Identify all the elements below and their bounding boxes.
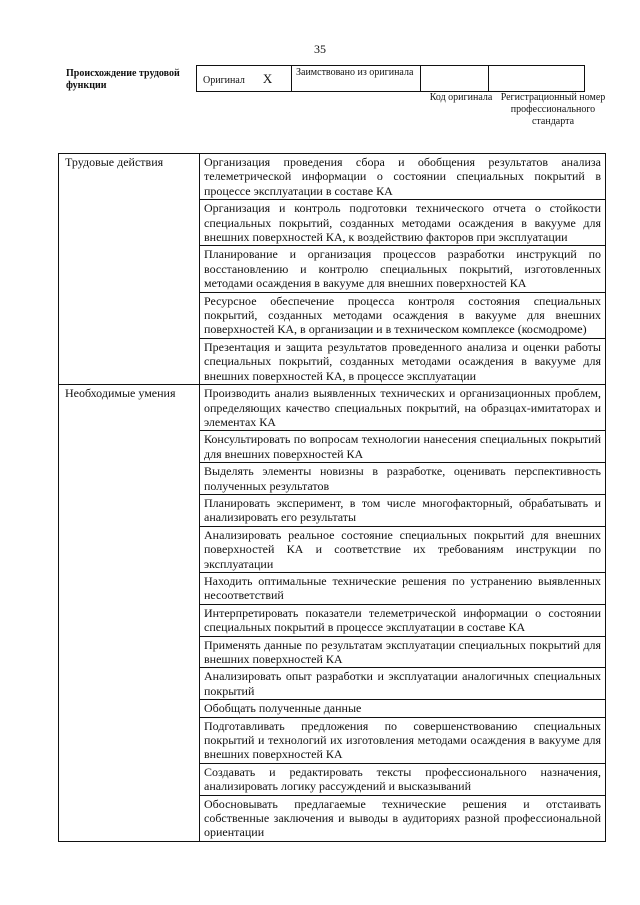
- section-item: Подготавливать предложения по совершенствованию специальных покрытий и технологий их изготовления методами осаждения в вакууме для внешних поверхностей КА: [200, 717, 606, 763]
- code-caption: Код оригинала: [429, 92, 493, 103]
- section-item: Обосновывать предлагаемые технические решения и отстаивать собственные заключения и выводы в аудиториях разной профессиональной ориентации: [200, 795, 606, 841]
- section-label: Трудовые действия: [59, 154, 200, 385]
- original-cell: [197, 66, 292, 92]
- section-label: Необходимые умения: [59, 385, 200, 842]
- code-cell: [421, 66, 489, 92]
- section-item: Выделять элементы новизны в разработке, оценивать перспективность полученных результатов: [200, 463, 606, 495]
- section-item: Организация проведения сбора и обобщения результатов анализа телеметрической информации о состоянии специальных покрытий в процессе эксплуатации в составе КА: [200, 154, 606, 200]
- origin-label: Происхождение трудовой функции: [66, 68, 180, 91]
- table-row: [59, 385, 606, 431]
- borrowed-cell: [292, 66, 421, 92]
- section-item: Анализировать опыт разработки и эксплуатации аналогичных специальных покрытий: [200, 668, 606, 700]
- section-item: Создавать и редактировать тексты профессионального назначения, анализировать логику рассуждений и высказываний: [200, 763, 606, 795]
- section-item: Производить анализ выявленных технических и организационных проблем, определяющих качество специальных покрытий, на образцах-имитаторах и элементах КА: [200, 385, 606, 431]
- section-item: Анализировать реальное состояние специальных покрытий для внешних поверхностей КА и соответствие их требованиям инструкции по эксплуатации: [200, 526, 606, 572]
- section-item: Обобщать полученные данные: [200, 700, 606, 717]
- borrowed-label: Заимствовано из оригинала: [296, 67, 414, 78]
- section-item: Интерпретировать показатели телеметрической информации о состоянии специальных покрытий в процессе эксплуатации в составе КА: [200, 604, 606, 636]
- table-row: [59, 154, 606, 200]
- section-item: Презентация и защита результатов проведенного анализа и оценки работы специальных покрытий, созданных методами осаждения в вакууме для внешних поверхностей КА, в процессе эксплуатации: [200, 338, 606, 384]
- section-item: Находить оптимальные технические решения по устранению выявленных несоответствий: [200, 572, 606, 604]
- labor-function-table: [58, 153, 606, 842]
- section-item: Применять данные по результатам эксплуатации специальных покрытий для внешних поверхностей КА: [200, 636, 606, 668]
- section-item: Планировать эксперимент, в том числе многофакторный, обрабатывать и анализировать его результаты: [200, 494, 606, 526]
- origin-table: [196, 65, 585, 92]
- section-item: Организация и контроль подготовки технического отчета о стойкости специальных покрытий, созданных методами осаждения в вакууме для внешних поверхностей КА, к воздействию факторов при эксплуатации: [200, 200, 606, 246]
- reg-number-caption: Регистрационный номер профессионального стандарта: [500, 92, 606, 127]
- section-item: Ресурсное обеспечение процесса контроля состояния специальных покрытий, созданных методами осаждения в вакууме для внешних поверхностей КА, в организации и в техническом комплексе (космодроме): [200, 292, 606, 338]
- page-number: 35: [314, 42, 326, 56]
- original-mark: X: [262, 70, 273, 86]
- section-item: Планирование и организация процессов разработки инструкций по восстановлению и контролю специальных покрытий, изготовленных методами осаждения в вакууме для внешних поверхностей КА: [200, 246, 606, 292]
- section-item: Консультировать по вопросам технологии нанесения специальных покрытий для внешних поверхностей КА: [200, 431, 606, 463]
- reg-number-cell: [489, 66, 585, 92]
- original-label: Оригинал: [203, 74, 245, 86]
